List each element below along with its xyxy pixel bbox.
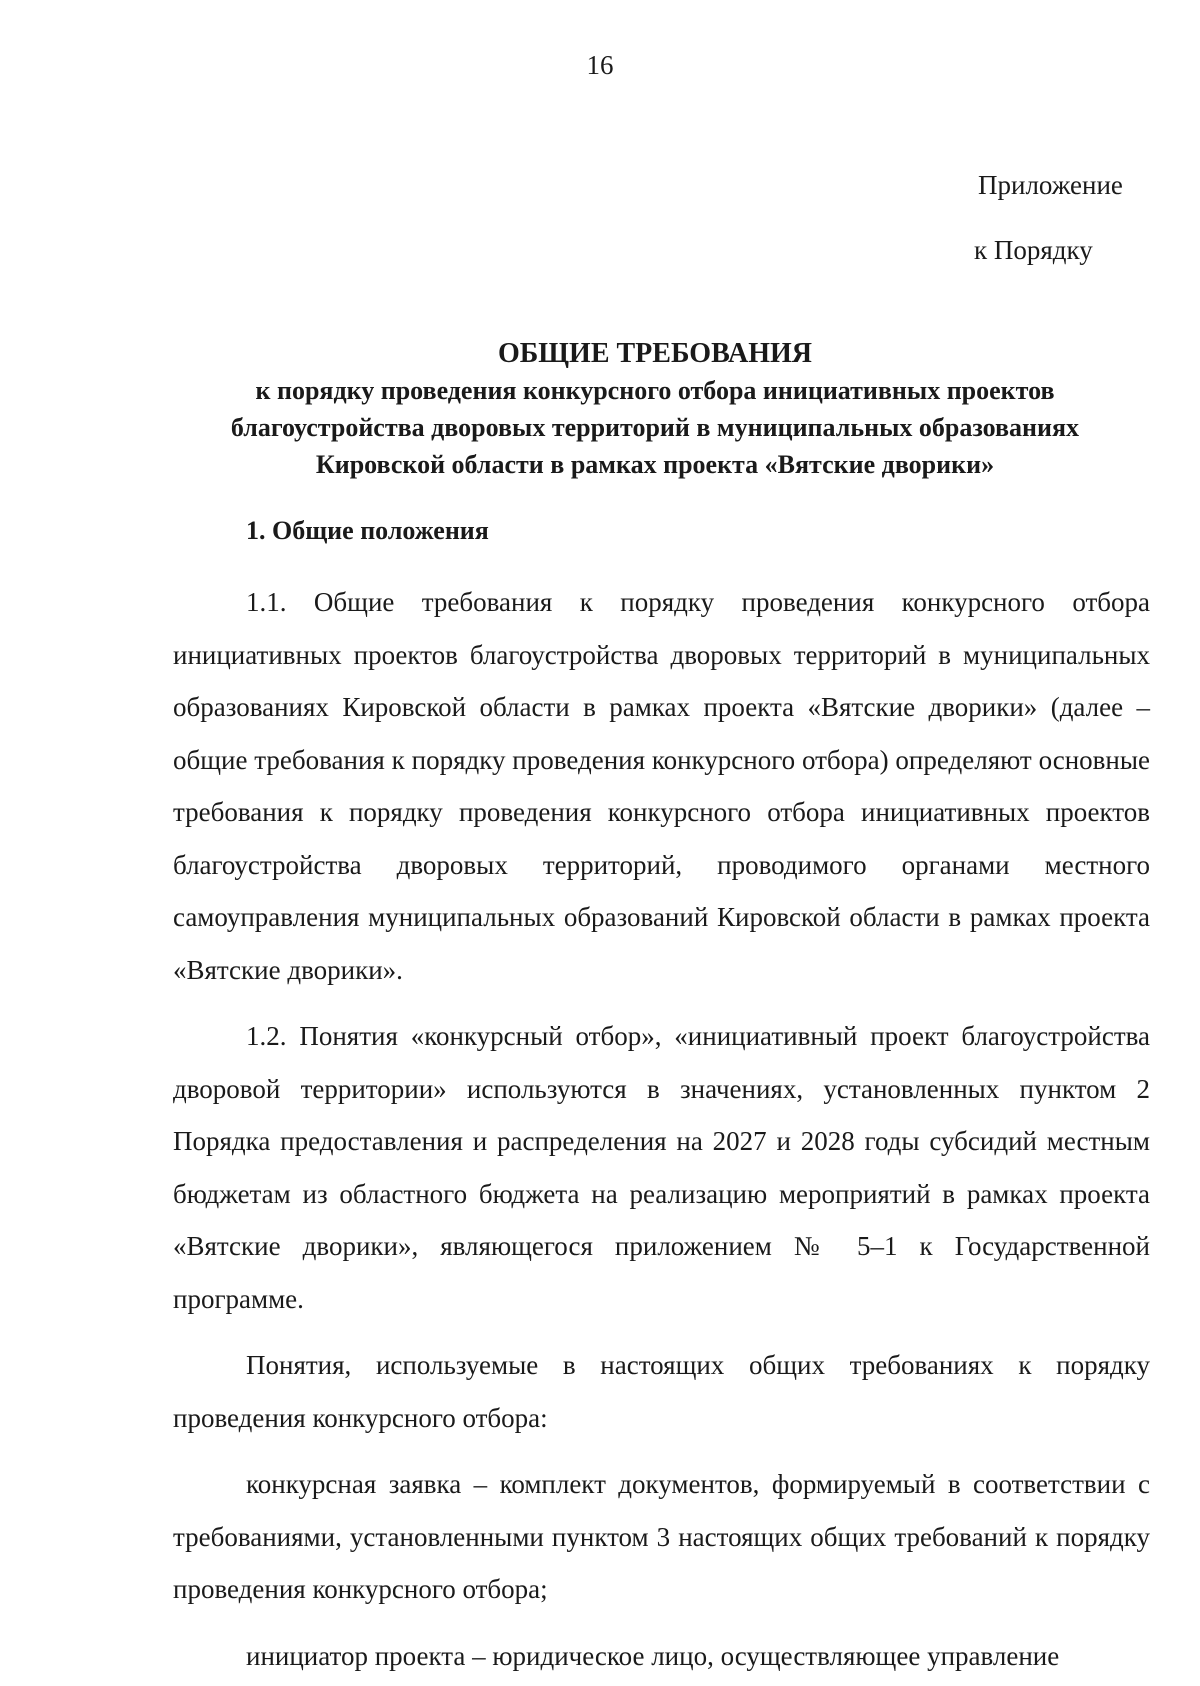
body-text xyxy=(173,576,1150,1682)
paragraph-1-2: 1.2. Понятия «конкурсный отбор», «инициативный проект благоустройства дворовой территории» используются в значениях, установленных пунктом 2 Порядка предоставления и распределения на 2027 и 2028 годы субсидий местным бюджетам из областного бюджета на реализацию мероприятий в рамках проекта «Вятские дворики», являющегося приложением № 5–1 к Государственной программе. xyxy=(173,1021,1150,1314)
title-line-1: к порядку проведения конкурсного отбора инициативных проектов xyxy=(255,376,1055,405)
section-heading: 1. Общие положения xyxy=(246,516,489,545)
title-line-3: Кировской области в рамках проекта «Вятские дворики» xyxy=(315,450,995,479)
paragraph-definition-initiator: инициатор проекта – юридическое лицо, осуществляющее управление xyxy=(246,1640,1060,1671)
title-main: ОБЩИЕ ТРЕБОВАНИЯ xyxy=(498,338,812,369)
paragraph-definition-application: конкурсная заявка – комплект документов, формируемый в соответствии с требованиями, установленными пунктом 3 настоящих общих требований к порядку проведения конкурсного отбора; xyxy=(173,1469,1150,1604)
document-title xyxy=(150,335,1160,483)
page-number: 16 xyxy=(586,50,614,80)
annex-label: Приложение xyxy=(978,170,1123,200)
annex-reference: к Порядку xyxy=(974,235,1093,265)
title-line-2: благоустройства дворовых территорий в муниципальных образованиях xyxy=(230,413,1080,442)
paragraph-definitions-intro: Понятия, используемые в настоящих общих требованиях к порядку проведения конкурсного отбора: xyxy=(173,1350,1150,1433)
paragraph-1-1: 1.1. Общие требования к порядку проведения конкурсного отбора инициативных проектов благоустройства дворовых территорий в муниципальных образованиях Кировской области в рамках проекта «Вятские дворики» (далее – общие требования к порядку проведения конкурсного отбора) определяют основные требования к порядку проведения конкурсного отбора инициативных проектов благоустройства дворовых территорий, проводимого органами местного самоуправления муниципальных образований Кировской области в рамках проекта «Вятские дворики». xyxy=(173,587,1150,985)
